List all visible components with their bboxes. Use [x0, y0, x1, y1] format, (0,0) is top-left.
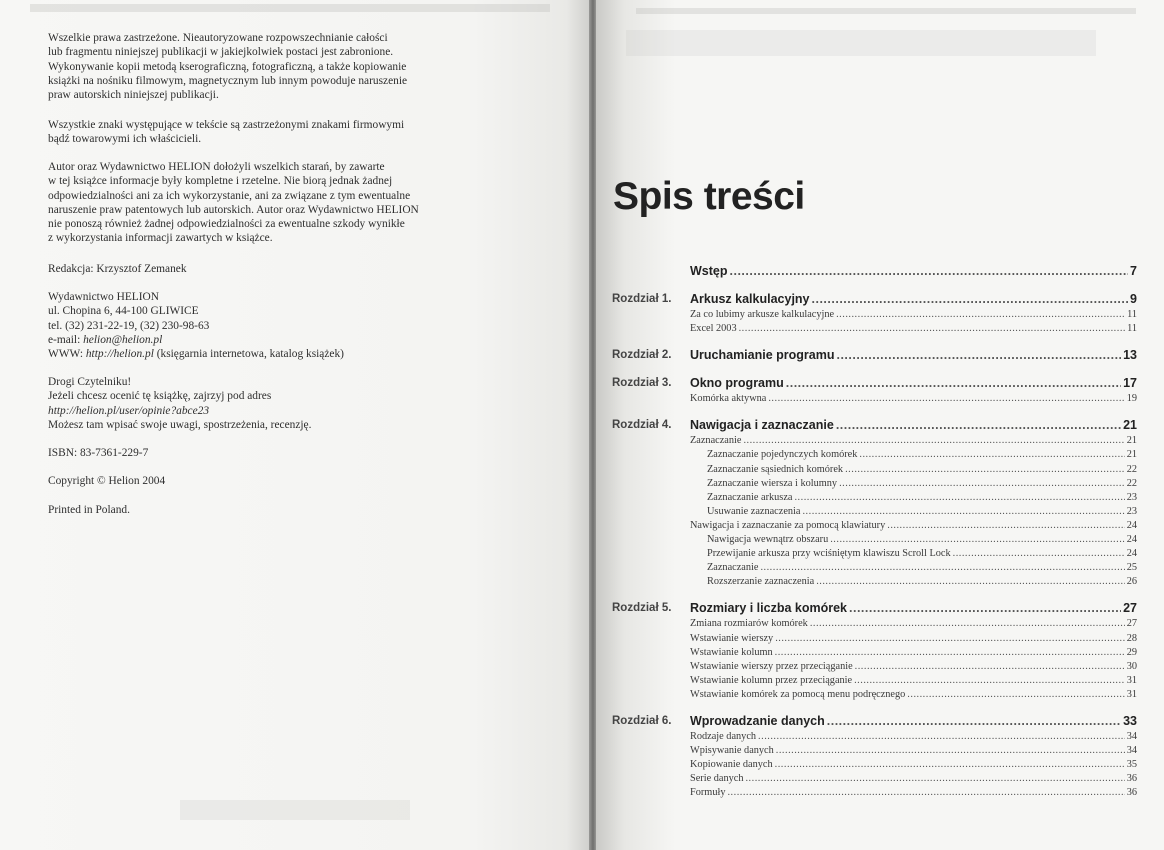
toc-page-number: 30	[1126, 660, 1137, 672]
text-line: nie ponoszą również żadnej odpowiedzialności za ewentualne szkody wynikłe	[48, 218, 405, 231]
toc-entry-title: Rozszerzanie zaznaczenia	[707, 576, 815, 588]
toc-section-entry[interactable]	[707, 464, 1137, 475]
text-line: Jeżeli chcesz ocenić tę książkę, zajrzyj pod adres	[48, 390, 272, 403]
toc-section-entry[interactable]	[707, 506, 1137, 517]
toc-entry-title: Za co lubimy arkusze kalkulacyjne	[690, 309, 835, 320]
copyright-notice	[48, 31, 468, 102]
chapter-number-label	[612, 377, 671, 389]
toc-leader-dots	[802, 506, 1124, 517]
toc-chapter-entry[interactable]	[690, 348, 1137, 362]
toc-page-number: 19	[1126, 393, 1137, 405]
text-line: naruszenie praw patentowych lub autorskich. Autor oraz Wydawnictwo HELION	[48, 203, 419, 216]
toc-section-entry[interactable]	[690, 309, 1137, 320]
toc-entry-title: Wstawianie komórek za pomocą menu podręcznego	[690, 688, 906, 700]
toc-leader-dots	[768, 393, 1124, 404]
toc-entry-title: Wstawianie kolumn przez przeciąganie	[690, 674, 853, 686]
toc-page-number: 24	[1126, 548, 1137, 560]
toc-page-number: 25	[1126, 562, 1137, 574]
text-line: w tej książce informacje były kompletne i rzetelne. Nie biorą jednak żadnej	[48, 175, 393, 188]
toc-entry-title: Nawigacja i zaznaczanie za pomocą klawiatury	[690, 519, 886, 531]
toc-entry-title: Nawigacja wewnątrz obszaru	[707, 534, 829, 545]
toc-leader-dots	[855, 661, 1125, 672]
toc-leader-dots	[775, 759, 1125, 770]
toc-page-number: 31	[1126, 674, 1137, 686]
toc-section-entry[interactable]	[690, 618, 1137, 629]
toc-entry-title: Zaznaczanie pojedynczych komórek	[707, 449, 858, 461]
reader-greeting: Drogi Czytelniku!	[48, 376, 132, 388]
chapter-number: Rozdział 3.	[612, 377, 672, 390]
toc-section-entry[interactable]	[707, 449, 1137, 460]
toc-page-number: 9	[1130, 292, 1137, 306]
toc-section-entry[interactable]	[707, 576, 1137, 587]
toc-leader-dots	[786, 376, 1121, 390]
toc-page-number: 17	[1123, 376, 1137, 391]
toc-page-number: 11	[1127, 323, 1137, 335]
toc-page-number: 33	[1123, 714, 1137, 728]
chapter-number-label	[612, 293, 671, 305]
toc-entry-title: Zmiana rozmiarów komórek	[690, 618, 808, 630]
toc-entry-title: Nawigacja i zaznaczanie	[690, 418, 834, 433]
toc-section-entry[interactable]	[690, 393, 1137, 404]
chapter-number: Rozdział 6.	[612, 715, 672, 727]
toc-page-number: 31	[1126, 688, 1137, 700]
toc-section-entry[interactable]	[690, 675, 1137, 686]
toc-page-number: 36	[1126, 773, 1137, 785]
text-line: odpowiedzialności ani za ich wykorzystanie, ani za związane z tym ewentualne	[48, 189, 411, 202]
email-label: e-mail:	[48, 333, 84, 346]
toc-chapter-entry[interactable]	[690, 264, 1137, 278]
chapter-number: Rozdział 2.	[612, 349, 672, 362]
toc-leader-dots	[812, 292, 1129, 306]
toc-entry-title: Wstawianie wierszy przez przeciąganie	[690, 660, 853, 672]
toc-chapter-entry[interactable]	[690, 714, 1137, 728]
www-link[interactable]: http://helion.pl	[85, 348, 154, 361]
toc-section-entry[interactable]	[707, 478, 1137, 489]
toc-page-number: 13	[1123, 348, 1137, 363]
text-line: Autor oraz Wydawnictwo HELION dołożyli wszelkich starań, by zawarte	[48, 161, 385, 173]
toc-section-entry[interactable]	[690, 661, 1137, 672]
toc-entry-title: Wstawianie kolumn	[690, 646, 773, 658]
toc-entry-title: Zaznaczanie sąsiednich komórek	[707, 463, 844, 475]
toc-page-number: 28	[1126, 632, 1137, 644]
toc-leader-dots	[836, 348, 1121, 362]
toc-entry-title: Wpisywanie danych	[690, 745, 774, 757]
toc-page-number: 24	[1126, 519, 1137, 531]
toc-section-entry[interactable]	[707, 534, 1137, 545]
chapter-number-label	[612, 349, 671, 361]
toc-leader-dots	[776, 745, 1125, 756]
toc-section-entry[interactable]	[707, 548, 1137, 559]
toc-page-number: 21	[1123, 418, 1137, 433]
toc-page-number: 11	[1127, 309, 1137, 320]
toc-section-entry[interactable]	[690, 787, 1137, 798]
toc-page-number: 22	[1126, 463, 1137, 475]
toc-entry-title: Wstęp	[690, 264, 728, 278]
toc-entry-title: Komórka aktywna	[690, 393, 767, 405]
toc-entry-title: Rozmiary i liczba komórek	[690, 601, 848, 616]
toc-leader-dots	[845, 464, 1125, 475]
editor-credit	[48, 262, 468, 276]
toc-leader-dots	[953, 548, 1125, 559]
toc-page-number: 27	[1123, 601, 1137, 616]
toc-section-entry[interactable]	[690, 745, 1137, 756]
toc-leader-dots	[745, 773, 1124, 784]
toc-page-number: 7	[1130, 264, 1137, 278]
toc-leader-dots	[743, 435, 1124, 446]
text-line: książki na nośniku filmowym, magnetycznym lub innym powoduje naruszenie	[48, 74, 408, 87]
printed-in	[48, 503, 468, 517]
toc-entry-title: Zaznaczanie	[690, 435, 742, 447]
toc-section-entry[interactable]	[690, 731, 1137, 742]
toc-entry-title: Formuły	[690, 787, 726, 799]
text-line: Wykonywanie kopii metodą kserograficzną, fotograficzną, a także kopiowanie	[48, 60, 407, 73]
toc-leader-dots	[775, 633, 1125, 644]
text-line: Wszelkie prawa zastrzeżone. Nieautoryzowane rozpowszechnianie całości	[48, 32, 388, 44]
toc-section-entry[interactable]	[707, 492, 1137, 503]
toc-entry-title: Serie danych	[690, 773, 744, 785]
toc-page-number: 36	[1126, 787, 1137, 799]
toc-chapter-entry[interactable]	[690, 418, 1137, 432]
www-note: (księgarnia internetowa, katalog książek)	[153, 348, 344, 361]
toc-page-number: 22	[1126, 477, 1137, 489]
text-line: Printed in Poland.	[48, 504, 130, 516]
toc-section-entry[interactable]	[707, 562, 1137, 573]
toc-leader-dots	[854, 675, 1125, 686]
publisher-email-line	[48, 333, 468, 347]
toc-leader-dots	[849, 601, 1121, 615]
toc-section-entry[interactable]	[690, 520, 1137, 531]
text-line: bądź towarowymi ich właścicieli.	[48, 133, 202, 146]
www-label: WWW:	[48, 348, 86, 361]
toc-entry-title: Usuwanie zaznaczenia	[707, 505, 801, 517]
toc-leader-dots	[907, 689, 1124, 700]
copyright-line	[48, 474, 468, 488]
toc-leader-dots	[727, 787, 1124, 798]
toc-leader-dots	[887, 520, 1124, 531]
text-line: Wszystkie znaki występujące w tekście są zastrzeżonymi znakami firmowymi	[48, 119, 405, 131]
toc-entry-title: Kopiowanie danych	[690, 759, 773, 771]
toc-leader-dots	[810, 618, 1125, 629]
text-line: Redakcja: Krzysztof Zemanek	[48, 263, 187, 275]
toc-leader-dots	[827, 714, 1121, 728]
chapter-number-label	[612, 715, 671, 727]
publisher-info	[48, 290, 468, 361]
toc-page-number: 35	[1126, 759, 1137, 771]
toc-entry-title: Zaznaczanie wiersza i kolumny	[707, 477, 838, 489]
toc-section-entry[interactable]	[690, 647, 1137, 658]
toc-leader-dots	[758, 731, 1125, 742]
toc-title: Spis treści	[613, 175, 805, 218]
toc-entry-title: Uruchamianie programu	[690, 348, 835, 363]
trademarks-notice	[48, 118, 468, 147]
publisher-address: ul. Chopina 6, 44-100 GLIWICE	[48, 305, 199, 318]
text-line: praw autorskich niniejszej publikacji.	[48, 89, 219, 102]
toc-chapter-entry[interactable]	[690, 601, 1137, 615]
toc-entry-title: Wprowadzanie danych	[690, 714, 825, 728]
toc-section-entry[interactable]	[690, 633, 1137, 644]
chapter-number-label	[612, 419, 671, 431]
toc-entry-title: Zaznaczanie	[707, 562, 759, 574]
email-link[interactable]: helion@helion.pl	[83, 333, 163, 346]
toc-page-number: 34	[1126, 731, 1137, 742]
toc-leader-dots	[830, 534, 1124, 545]
toc-entry-title: Arkusz kalkulacyjny	[690, 292, 810, 306]
toc-leader-dots	[730, 264, 1129, 278]
toc-entry-title: Excel 2003	[690, 323, 737, 335]
toc-leader-dots	[859, 449, 1124, 460]
toc-leader-dots	[836, 309, 1125, 320]
toc-entry-title: Zaznaczanie arkusza	[707, 491, 793, 503]
disclaimer	[48, 160, 468, 246]
toc-page-number: 21	[1126, 449, 1137, 461]
text-line: z wykorzystania informacji zawartych w książce.	[48, 232, 273, 245]
toc-chapter-entry[interactable]	[690, 376, 1137, 390]
toc-leader-dots	[760, 562, 1124, 573]
toc-leader-dots	[816, 576, 1125, 587]
text-line: lub fragmentu niniejszej publikacji w jakiejkolwiek postaci jest zabronione.	[48, 46, 394, 59]
toc-page-number: 29	[1126, 646, 1137, 658]
toc-section-entry[interactable]	[690, 759, 1137, 770]
text-line: Możesz tam wpisać swoje uwagi, spostrzeżenia, recenzję.	[48, 418, 312, 431]
toc-page-number: 21	[1126, 435, 1137, 447]
toc-chapter-entry[interactable]	[690, 292, 1137, 306]
toc-section-entry[interactable]	[690, 323, 1137, 334]
toc-entry-title: Przewijanie arkusza przy wciśniętym klawiszu Scroll Lock	[707, 548, 951, 560]
toc-section-entry[interactable]	[690, 689, 1137, 700]
publisher-name: Wydawnictwo HELION	[48, 291, 159, 303]
chapter-number: Rozdział 5.	[612, 602, 672, 615]
toc-entry-title: Rodzaje danych	[690, 731, 757, 742]
toc-page-number: 26	[1126, 576, 1137, 588]
publisher-www-line	[48, 347, 468, 361]
isbn	[48, 446, 468, 460]
opinion-url[interactable]: http://helion.pl/user/opinie?abce23	[48, 404, 210, 417]
text-line: ISBN: 83-7361-229-7	[48, 447, 149, 459]
text-line: Copyright © Helion 2004	[48, 475, 166, 487]
toc-leader-dots	[794, 492, 1124, 503]
toc-section-entry[interactable]	[690, 773, 1137, 784]
publisher-phone: tel. (32) 231-22-19, (32) 230-98-63	[48, 319, 210, 332]
toc-page-number: 23	[1126, 491, 1137, 503]
reader-note	[48, 375, 468, 432]
toc-page-number: 23	[1126, 505, 1137, 517]
chapter-number: Rozdział 1.	[612, 293, 672, 305]
toc-page-number: 27	[1126, 618, 1137, 630]
toc-entry-title: Okno programu	[690, 376, 784, 391]
toc-leader-dots	[836, 418, 1121, 432]
toc-leader-dots	[839, 478, 1125, 489]
chapter-number: Rozdział 4.	[612, 419, 672, 432]
toc-leader-dots	[775, 647, 1125, 658]
toc-entry-title: Wstawianie wierszy	[690, 632, 774, 644]
toc-section-entry[interactable]	[690, 435, 1137, 446]
toc-leader-dots	[739, 323, 1125, 334]
toc-page-number: 34	[1126, 745, 1137, 757]
toc-page-number: 24	[1126, 534, 1137, 545]
chapter-number-label	[612, 602, 671, 614]
